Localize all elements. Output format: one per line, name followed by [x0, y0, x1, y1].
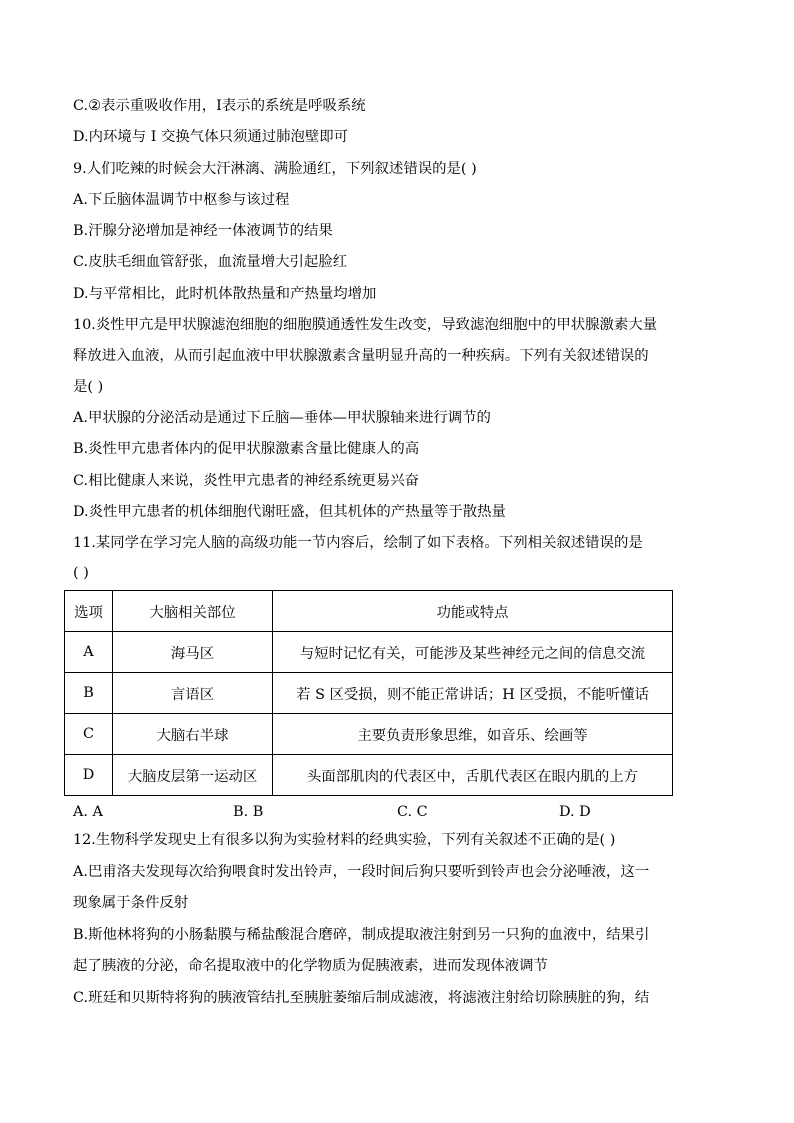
table-cell: 海马区	[113, 632, 273, 673]
table-cell: 言语区	[113, 673, 273, 714]
q10-option-d: D.炎性甲亢患者的机体细胞代谢旺盛，但其机体的产热量等于散热量	[73, 504, 506, 520]
q12-option-b-line1: B.斯他林将狗的小肠黏膜与稀盐酸混合磨碎，制成提取液注射到另一只狗的血液中，结果引	[73, 927, 650, 943]
q9-option-d: D.与平常相比，此时机体散热量和产热量均增加	[73, 286, 377, 302]
table-cell: 主要负责形象思维，如音乐、绘画等	[273, 714, 673, 755]
q10-option-b: B.炎性甲亢患者体内的促甲状腺激素含量比健康人的高	[73, 441, 420, 457]
q12-option-a-line1: A.巴甫洛夫发现每次给狗喂食时发出铃声，一段时间后狗只要听到铃声也会分泌唾液，这一	[73, 864, 650, 880]
q8-option-c: C.②表示重吸收作用，I表示的系统是呼吸系统	[73, 98, 366, 114]
table-row	[65, 755, 673, 796]
q9-option-c: C.皮肤毛细血管舒张，血流量增大引起脸红	[73, 254, 348, 270]
q10-stem-line1: 10.炎性甲亢是甲状腺滤泡细胞的细胞膜通透性发生改变，导致滤泡细胞中的甲状腺激素大量	[73, 317, 658, 333]
table-cell: A	[65, 632, 113, 673]
table-row	[65, 714, 673, 755]
table-cell: 与短时记忆有关，可能涉及某些神经元之间的信息交流	[273, 632, 673, 673]
table-cell: C	[65, 714, 113, 755]
table-cell: 大脑皮层第一运动区	[113, 755, 273, 796]
q10-option-a: A.甲状腺的分泌活动是通过下丘脑—垂体—甲状腺轴来进行调节的	[73, 410, 491, 426]
q10-stem-line2: 释放进入血液，从而引起血液中甲状腺激素含量明显升高的一种疾病。下列有关叙述错误的	[73, 348, 649, 364]
q11-answer-a: A. A	[73, 804, 103, 820]
q12-option-b-line2: 起了胰液的分泌，命名提取液中的化学物质为促胰液素，进而发现体液调节	[73, 958, 548, 974]
q12-option-a-line2: 现象属于条件反射	[73, 895, 189, 911]
table-header-cell: 大脑相关部位	[113, 591, 273, 632]
q12-stem: 12.生物科学发现史上有很多以狗为实验材料的经典实验，下列有关叙述不正确的是( )	[73, 832, 616, 848]
table-cell: 若 S 区受损，则不能正常讲话；H 区受损，不能听懂话	[273, 673, 673, 714]
table-header-row	[65, 591, 673, 632]
table-cell: 头面部肌肉的代表区中，舌肌代表区在眼内肌的上方	[273, 755, 673, 796]
table-cell: B	[65, 673, 113, 714]
q9-option-b: B.汗腺分泌增加是神经一体液调节的结果	[73, 223, 333, 239]
q12-option-c-line1: C.班廷和贝斯特将狗的胰液管结扎至胰脏萎缩后制成滤液，将滤液注射给切除胰脏的狗，结	[73, 990, 650, 1006]
q10-option-c: C.相比健康人来说，炎性甲亢患者的神经系统更易兴奋	[73, 473, 420, 489]
q11-stem-line1: 11.某同学在学习完人脑的高级功能一节内容后，绘制了如下表格。下列相关叙述错误的是	[73, 535, 643, 551]
q9-option-a: A.下丘脑体温调节中枢参与该过程	[73, 192, 290, 208]
table-row	[65, 632, 673, 673]
q11-answer-c: C. C	[397, 804, 428, 820]
q8-option-d: D.内环境与 I 交换气体只须通过肺泡壁即可	[73, 129, 349, 145]
table-cell: D	[65, 755, 113, 796]
q10-stem-line3: 是( )	[73, 379, 104, 395]
q9-stem: 9.人们吃辣的时候会大汗淋漓、满脸通红，下列叙述错误的是( )	[73, 161, 477, 177]
q11-answer-d: D. D	[559, 804, 591, 820]
table-cell: 大脑右半球	[113, 714, 273, 755]
q11-answer-b: B. B	[233, 804, 264, 820]
brain-function-table	[64, 590, 673, 796]
table-row	[65, 673, 673, 714]
q11-stem-line2: ( )	[73, 565, 89, 581]
table-header-cell: 选项	[65, 591, 113, 632]
table-header-cell: 功能或特点	[273, 591, 673, 632]
